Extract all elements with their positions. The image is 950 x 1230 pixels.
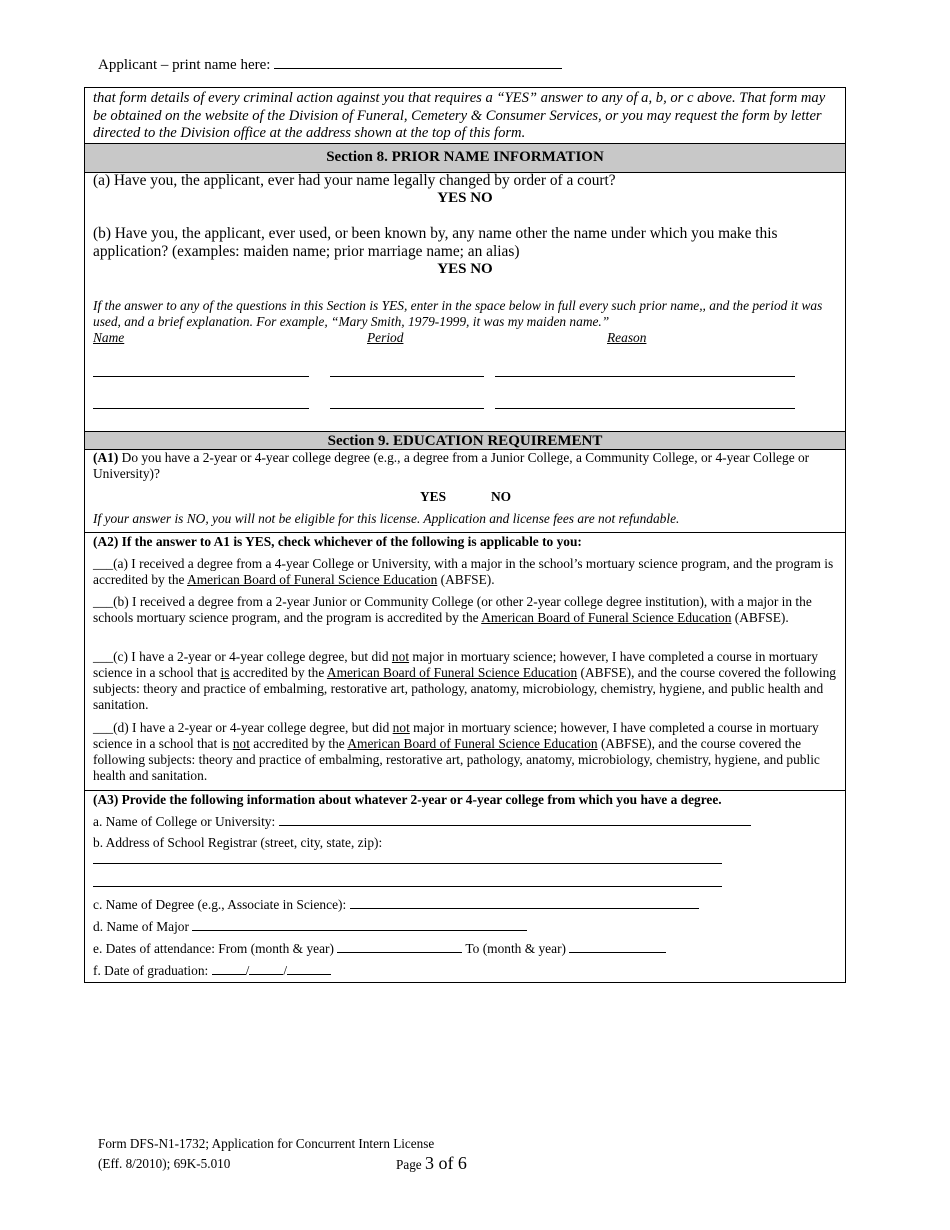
a1-note: If your answer is NO, you will not be eligible for this license. Application and license fees are not refundable. bbox=[93, 511, 680, 526]
graduation-year-field[interactable] bbox=[287, 962, 331, 975]
prior-name-field-2[interactable] bbox=[93, 408, 309, 409]
a3-heading: (A3) Provide the following information about whatever 2-year or 4-year college from which you have a degree. bbox=[93, 792, 722, 807]
a2-heading: (A2) If the answer to A1 is YES, check whichever of the following is applicable to you: bbox=[93, 534, 582, 549]
option-a-checkbox[interactable]: ___ bbox=[93, 556, 114, 571]
graduation-day-field[interactable] bbox=[249, 962, 283, 975]
option-c-text-3: accredited by the bbox=[229, 665, 327, 680]
option-b-text: (b) I received a degree from a 2-year Junior or Community College (or other 2-year college degree institution), with a major in the schools mortuary science program, and the program is accredited by the bbox=[93, 594, 812, 625]
option-c-is: is bbox=[220, 665, 230, 680]
option-d-text: (d) I have a 2-year or 4-year college degree, but did bbox=[113, 720, 393, 735]
registrar-address-field-1[interactable] bbox=[93, 863, 722, 864]
section-9-title: Section 9. EDUCATION REQUIREMENT bbox=[327, 433, 603, 449]
effective-date: (Eff. 8/2010); 69K-5.010 bbox=[98, 1156, 231, 1171]
major-row bbox=[93, 918, 527, 935]
column-period-heading: Period bbox=[367, 330, 404, 345]
page-label: Page bbox=[396, 1157, 425, 1172]
a1-label: (A1) bbox=[93, 450, 119, 465]
option-c-text-4: (ABFSE), and the course covered the following subjects: theory and practice of embalming, restorative art, pathology, anatomy, microbiology, chemistry, hygiene, and public health and sanitation. bbox=[93, 665, 836, 712]
applicant-name-line bbox=[98, 56, 562, 74]
a2-option-c bbox=[85, 649, 845, 713]
option-d-text-3: accredited by the bbox=[249, 736, 348, 751]
board-name: American Board of Funeral Science Education bbox=[187, 572, 438, 587]
college-name-label: a. Name of College or University: bbox=[93, 814, 279, 829]
form-id: Form DFS-N1-1732; Application for Concurrent Intern License bbox=[98, 1136, 435, 1151]
prior-name-field-1[interactable] bbox=[93, 376, 309, 377]
graduation-date-label: f. Date of graduation: bbox=[93, 963, 212, 978]
option-b-text-end: (ABFSE). bbox=[731, 610, 789, 625]
board-name: American Board of Funeral Science Education bbox=[481, 610, 732, 625]
page-num: 3 of 6 bbox=[424, 1153, 467, 1173]
registrar-address-field-2[interactable] bbox=[93, 886, 722, 887]
prior-reason-field-2[interactable] bbox=[495, 408, 795, 409]
applicant-name-label: Applicant – print name here: bbox=[98, 57, 275, 73]
section-8-instruction: If the answer to any of the questions in this Section is YES, enter in the space below in full every such prior name,, and the period it was used, and a brief explanation. For example, “Mary Smith, 1979-1999, it was my maiden name.” bbox=[93, 298, 823, 329]
degree-name-row bbox=[93, 896, 699, 913]
a1-question bbox=[85, 450, 845, 482]
page-number bbox=[396, 1153, 467, 1174]
option-d-not-2: not bbox=[232, 736, 250, 751]
degree-name-label: c. Name of Degree (e.g., Associate in Science): bbox=[93, 897, 350, 912]
divider bbox=[85, 532, 845, 533]
college-name-row bbox=[93, 813, 751, 830]
section-9-header bbox=[85, 431, 845, 450]
a1-no-option[interactable]: NO bbox=[491, 489, 512, 504]
option-a-text-end: (ABFSE). bbox=[437, 572, 495, 587]
graduation-date-row bbox=[93, 962, 331, 979]
a2-option-d bbox=[85, 720, 845, 784]
intro-text: that form details of every criminal action against you that requires a “YES” answer to any of a, b, or c above. That form may be obtained on the website of the Division of Funeral, Cemetery & Consumer Services, or you may request the form by letter directed to the Division office at the address shown at the top of this form. bbox=[93, 90, 826, 141]
prior-reason-field-1[interactable] bbox=[495, 376, 795, 377]
column-reason-heading: Reason bbox=[607, 330, 647, 345]
board-name: American Board of Funeral Science Education bbox=[326, 665, 578, 680]
option-b-checkbox[interactable]: ___ bbox=[93, 594, 114, 609]
a2-option-a bbox=[85, 556, 845, 588]
section-8-question-b: (b) Have you, the applicant, ever used, or been known by, any name other the name under which you make this application? (examples: maiden name; prior marriage name; an alias) bbox=[93, 225, 778, 260]
section-8-title: Section 8. PRIOR NAME INFORMATION bbox=[326, 149, 604, 165]
attendance-to-field[interactable] bbox=[569, 940, 666, 953]
major-label: d. Name of Major bbox=[93, 919, 193, 934]
option-a-text: (a) I received a degree from a 4-year College or University, with a major in the school’s mortuary science program, and the program is accredited by the bbox=[93, 556, 834, 587]
section-8-header bbox=[85, 143, 845, 173]
section-8-question-a: (a) Have you, the applicant, ever had your name legally changed by order of a court? bbox=[93, 172, 616, 189]
date-separator: / bbox=[245, 963, 250, 978]
college-name-field[interactable] bbox=[279, 813, 751, 826]
attendance-dates-row bbox=[93, 940, 666, 957]
registrar-address-label: b. Address of School Registrar (street, city, state, zip): bbox=[93, 835, 383, 850]
attendance-to-label: To (month & year) bbox=[462, 941, 570, 956]
divider bbox=[85, 790, 845, 791]
a1-yes-option[interactable]: YES bbox=[420, 489, 447, 504]
option-d-checkbox[interactable]: ___ bbox=[93, 720, 114, 735]
major-field[interactable] bbox=[192, 918, 527, 931]
section-8-question-a-yes-no[interactable]: YES NO bbox=[437, 190, 493, 206]
applicant-name-field[interactable] bbox=[274, 56, 562, 69]
graduation-month-field[interactable] bbox=[212, 962, 246, 975]
form-box bbox=[84, 87, 846, 983]
board-name: American Board of Funeral Science Education bbox=[347, 736, 598, 751]
column-name-heading: Name bbox=[93, 330, 125, 345]
a2-option-b bbox=[85, 594, 845, 626]
option-c-text-2: major in mortuary science; however, I have completed a course in mortuary science in a school that bbox=[93, 649, 818, 680]
option-d-not: not bbox=[392, 720, 410, 735]
date-separator: / bbox=[283, 963, 288, 978]
option-c-text: (c) I have a 2-year or 4-year college degree, but did bbox=[113, 649, 392, 664]
option-d-text-2: major in mortuary science; however, I have completed a course in mortuary science in a school that is bbox=[93, 720, 819, 751]
attendance-from-label: e. Dates of attendance: From (month & year) bbox=[93, 941, 338, 956]
prior-period-field-2[interactable] bbox=[330, 408, 484, 409]
prior-period-field-1[interactable] bbox=[330, 376, 484, 377]
section-8-question-b-yes-no[interactable]: YES NO bbox=[437, 261, 493, 277]
option-c-checkbox[interactable]: ___ bbox=[93, 649, 114, 664]
option-d-text-4: (ABFSE), and the course covered the following subjects: theory and practice of embalming, restorative art, pathology, anatomy, microbiology, chemistry, hygiene, and public health and sanitation. bbox=[93, 736, 820, 783]
degree-name-field[interactable] bbox=[350, 896, 699, 909]
a1-text: Do you have a 2-year or 4-year college degree (e.g., a degree from a Junior College, a Community College, or 4-year College or University)? bbox=[93, 450, 810, 481]
option-c-not: not bbox=[391, 649, 410, 664]
attendance-from-field[interactable] bbox=[337, 940, 462, 953]
